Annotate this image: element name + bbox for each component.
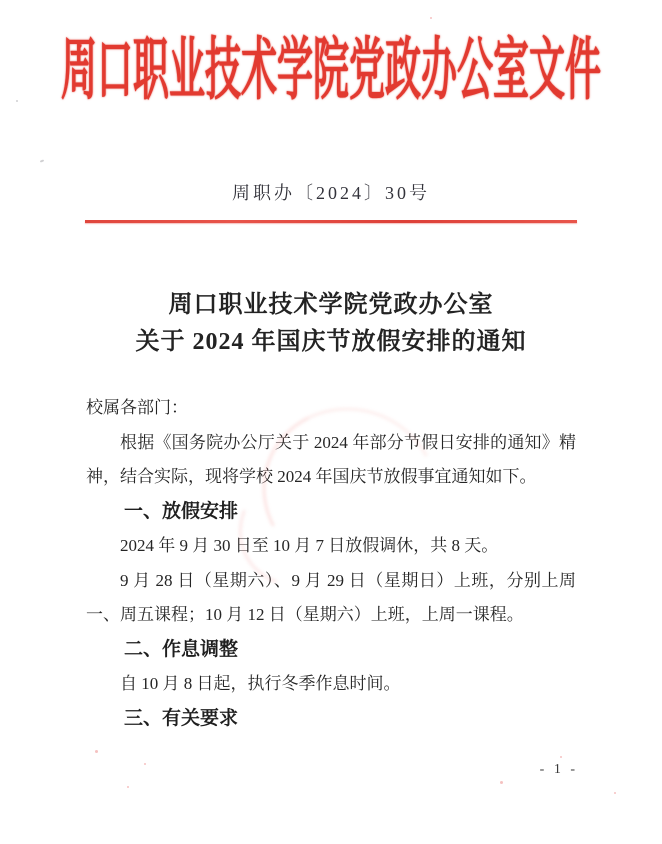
scan-speck bbox=[614, 792, 616, 794]
red-divider-line bbox=[85, 220, 577, 223]
scan-speck bbox=[500, 781, 503, 784]
scan-speck bbox=[95, 750, 98, 753]
page-number: - 1 - bbox=[539, 762, 578, 777]
paragraph-winter-schedule: 自 10 月 8 日起，执行冬季作息时间。 bbox=[120, 674, 401, 693]
paragraph-holiday-dates: 2024 年 9 月 30 日至 10 月 7 日放假调休，共 8 天。 bbox=[120, 536, 499, 555]
notice-body bbox=[86, 391, 576, 736]
scan-speck bbox=[560, 756, 562, 758]
scan-speck bbox=[127, 786, 129, 788]
section-heading-requirements: 三、有关要求 bbox=[124, 707, 239, 729]
notice-title-line-1: 周口职业技术学院党政办公室 bbox=[168, 292, 494, 318]
notice-title bbox=[0, 287, 662, 361]
scan-speck bbox=[144, 763, 146, 765]
notice-title-line-2: 关于 2024 年国庆节放假安排的通知 bbox=[135, 329, 527, 355]
section-heading-holiday-arrangement: 一、放假安排 bbox=[124, 500, 239, 522]
scan-speck bbox=[430, 17, 432, 19]
doc-number: 周职办〔2024〕30号 bbox=[232, 183, 430, 203]
scan-speck bbox=[40, 159, 44, 162]
salutation: 校属各部门： bbox=[86, 398, 188, 417]
section-heading-schedule-adjustment: 二、作息调整 bbox=[124, 638, 239, 660]
paragraph-makeup-workdays: 9 月 28 日（星期六）、9 月 29 日（星期日）上班，分别上周一、周五课程；10 月 12 日（星期六）上班，上周一课程。 bbox=[86, 570, 576, 624]
paragraph-basis: 根据《国务院办公厅关于 2024 年部分节假日安排的通知》精神，结合实际，现将学校 2024 年国庆节放假事宜通知如下。 bbox=[86, 432, 576, 486]
letterhead-title: 周口职业技术学院党政办公室文件 bbox=[60, 32, 601, 108]
